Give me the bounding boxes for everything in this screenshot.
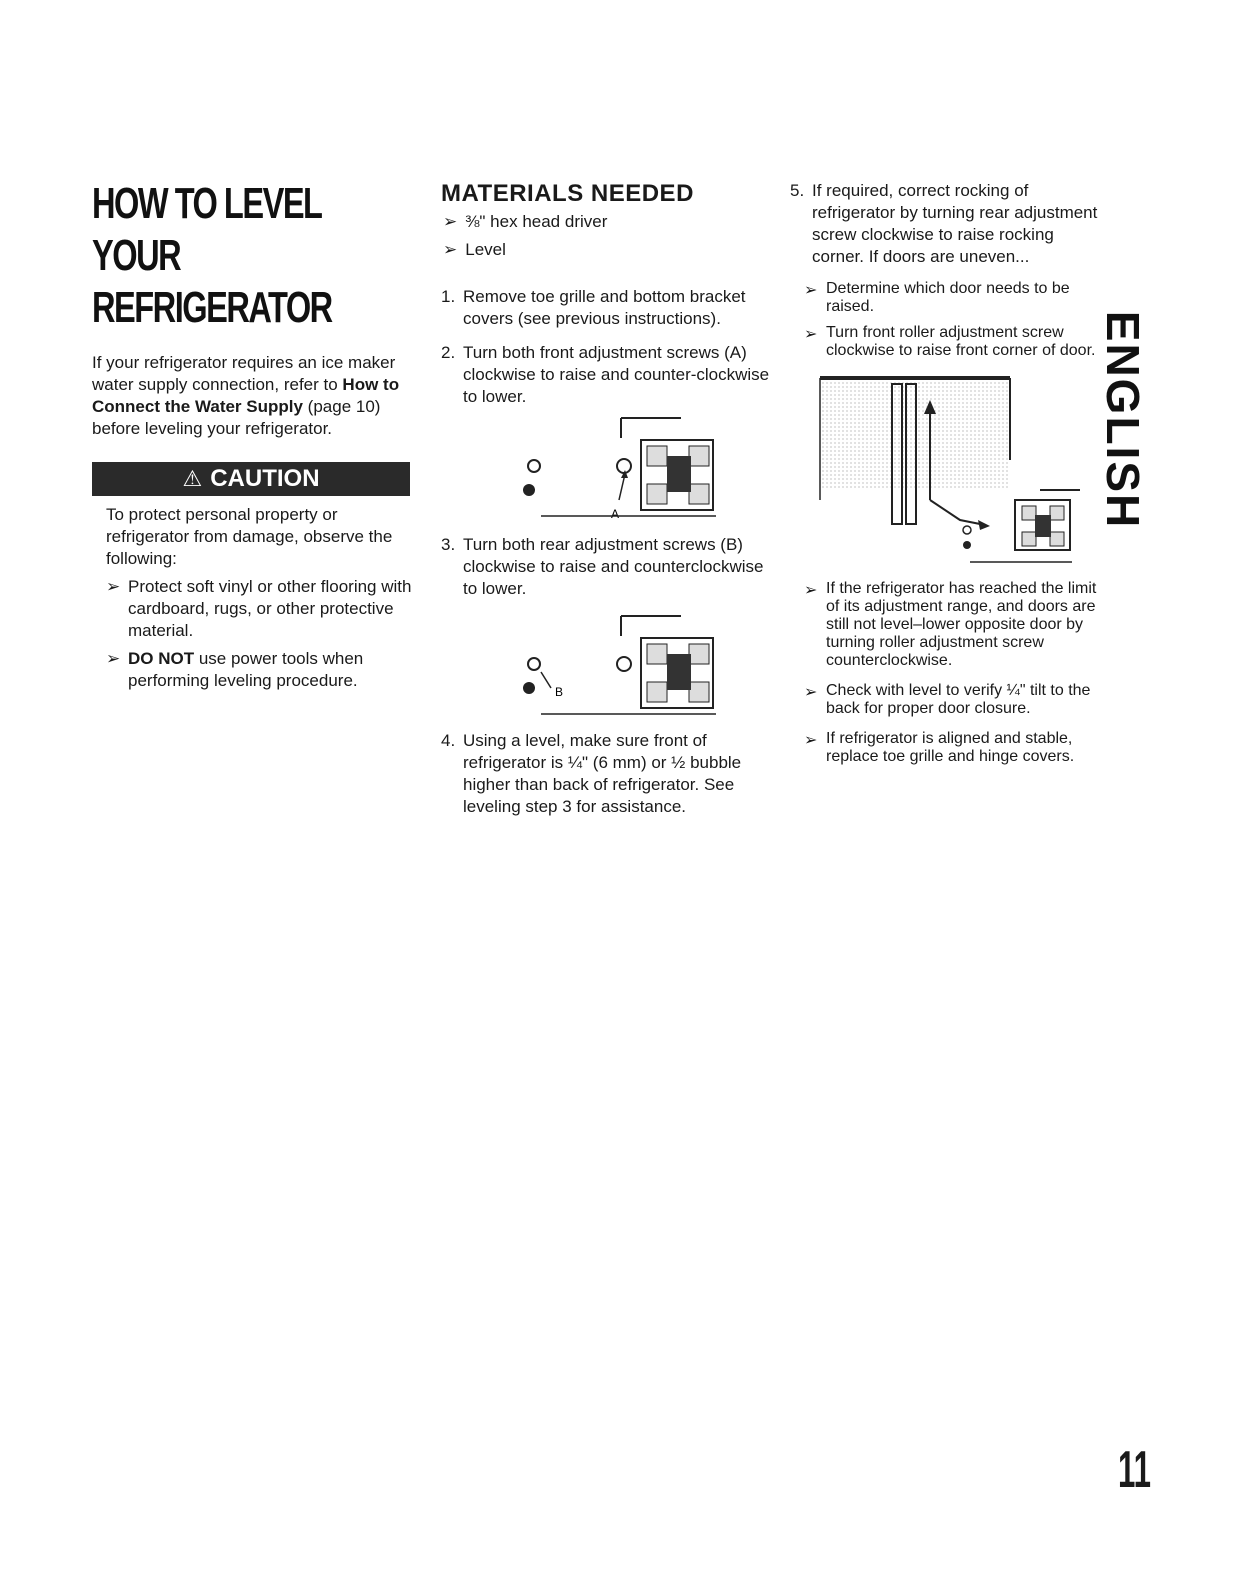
rear-screw-figure bbox=[441, 606, 771, 724]
arrow-bullet-icon: ➢ bbox=[106, 577, 121, 596]
caution-bullet-bold: DO NOT bbox=[128, 649, 195, 668]
step-number: 5. bbox=[790, 181, 805, 200]
step5-bullet bbox=[804, 280, 1110, 316]
step-5 bbox=[790, 180, 1110, 268]
caution-body bbox=[92, 504, 414, 692]
step-1 bbox=[441, 286, 771, 330]
step-3 bbox=[441, 534, 771, 600]
label-a: A bbox=[611, 507, 620, 521]
final-bullet bbox=[804, 730, 1110, 766]
arrow-bullet-icon: ➢ bbox=[443, 212, 458, 231]
final-bullet-text: Check with level to verify ¼" tilt to the back for proper door closure. bbox=[826, 682, 1091, 717]
caution-bullet-text: use power tools when performing leveling procedure. bbox=[128, 649, 364, 690]
door-roller-figure bbox=[810, 370, 1110, 570]
arrow-bullet-icon: ➢ bbox=[804, 582, 818, 599]
intro-link-water-supply: How to Connect the Water Supply bbox=[92, 375, 400, 416]
intro-text-1: If your refrigerator requires an ice maker water supply connection, refer to bbox=[92, 353, 396, 394]
materials-item bbox=[441, 208, 771, 236]
intro-paragraph bbox=[92, 352, 414, 440]
caution-bullet bbox=[106, 648, 414, 692]
step-2 bbox=[441, 342, 771, 408]
materials-heading: MATERIALS NEEDED bbox=[441, 180, 694, 207]
final-bullet-text: If refrigerator is aligned and stable, replace toe grille and hinge covers. bbox=[826, 730, 1075, 765]
right-column bbox=[790, 180, 1110, 766]
arrow-bullet-icon: ➢ bbox=[804, 282, 818, 299]
label-b: B bbox=[555, 685, 564, 699]
middle-column bbox=[441, 180, 771, 818]
caution-label: CAUTION bbox=[210, 465, 320, 492]
intro-text-2: (page 10) before leveling your refrigerator. bbox=[92, 397, 381, 438]
caution-bullet bbox=[106, 576, 414, 642]
materials-item bbox=[441, 236, 771, 264]
title-line-2: REFRIGERATOR bbox=[92, 283, 332, 332]
step-number: 3. bbox=[441, 535, 456, 554]
language-side-tab bbox=[1098, 310, 1148, 530]
arrow-bullet-icon: ➢ bbox=[804, 732, 818, 749]
materials-item-text: ⅜" hex head driver bbox=[465, 212, 608, 231]
step-text: Turn both rear adjustment screws (B) clockwise to raise and counterclockwise to lower. bbox=[463, 535, 764, 598]
page-title bbox=[92, 178, 410, 334]
final-bullet-text: If the refrigerator has reached the limit of its adjustment range, and doors are still not level–lower opposite door by turning roller adjustment screw counterclockwise. bbox=[826, 580, 1097, 669]
step-text: Remove toe grille and bottom bracket covers (see previous instructions). bbox=[463, 287, 746, 328]
arrow-bullet-icon: ➢ bbox=[106, 649, 121, 668]
arrow-bullet-icon: ➢ bbox=[804, 326, 818, 343]
language-label: ENGLISH bbox=[1097, 310, 1149, 530]
step-4 bbox=[441, 730, 771, 818]
page-number: 11 bbox=[1118, 1441, 1151, 1499]
step-text: If required, correct rocking of refrigerator by turning rear adjustment screw clockwise to raise rocking corner. If doors are uneven... bbox=[812, 181, 1098, 266]
final-bullet bbox=[804, 580, 1110, 670]
step5-bullet bbox=[804, 324, 1110, 360]
step-text: Using a level, make sure front of refrigerator is ¼" (6 mm) or ½ bubble higher than back of refrigerator. See leveling step 3 for assistance. bbox=[463, 731, 742, 816]
caution-text: To protect personal property or refrigerator from damage, observe the following: bbox=[106, 505, 393, 568]
caution-bullet-text: Protect soft vinyl or other flooring with cardboard, rugs, or other protective material. bbox=[128, 577, 412, 640]
arrow-bullet-icon: ➢ bbox=[804, 684, 818, 701]
step5-bullet-text: Turn front roller adjustment screw clockwise to raise front corner of door. bbox=[826, 324, 1096, 359]
warning-triangle-icon: ⚠ bbox=[182, 466, 203, 491]
step-number: 4. bbox=[441, 731, 456, 750]
step-text: Turn both front adjustment screws (A) clockwise to raise and counter-clockwise to lower. bbox=[463, 343, 770, 406]
step5-bullet-text: Determine which door needs to be raised. bbox=[826, 280, 1070, 315]
final-bullet bbox=[804, 682, 1110, 718]
front-screw-figure bbox=[441, 408, 771, 526]
step-number: 1. bbox=[441, 287, 456, 306]
step-number: 2. bbox=[441, 343, 456, 362]
arrow-bullet-icon: ➢ bbox=[443, 240, 458, 259]
left-column bbox=[92, 178, 414, 692]
title-line-1: HOW TO LEVEL YOUR bbox=[92, 179, 321, 280]
caution-banner bbox=[92, 462, 410, 496]
materials-item-text: Level bbox=[465, 240, 506, 259]
